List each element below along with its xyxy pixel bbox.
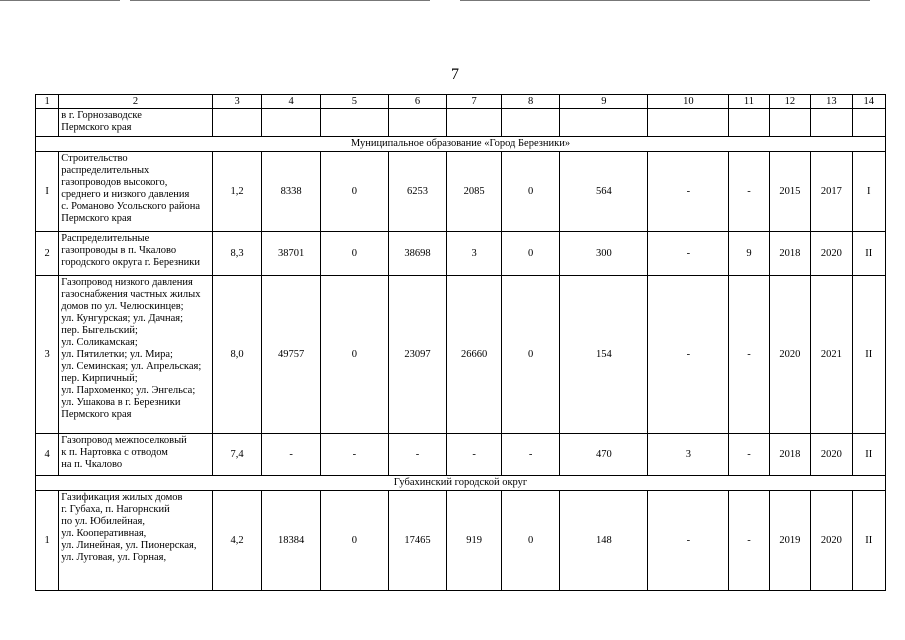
cell-c5: - [320, 434, 388, 476]
section-header-row [36, 476, 886, 491]
table-row [36, 152, 886, 232]
column-header: 14 [852, 95, 885, 109]
cell-c10: 3 [648, 434, 729, 476]
cell-c10: - [648, 491, 729, 591]
cell-c5: 0 [320, 152, 388, 232]
column-header: 3 [212, 95, 262, 109]
cell-c3: 8,0 [212, 276, 262, 434]
cell-c6: 6253 [388, 152, 447, 232]
section-title: Губахинский городской округ [36, 476, 886, 491]
cell-c6: - [388, 434, 447, 476]
cell-c14: II [852, 491, 885, 591]
object-name: Газопровод межпоселковый к п. Нартовка с отводом на п. Чкалово [59, 434, 213, 476]
cell-c6: 38698 [388, 232, 447, 276]
cell-c14: I [852, 152, 885, 232]
object-name: Газопровод низкого давления газоснабжения частных жилых домов по ул. Челюскинцев; ул. Кунгурская; ул. Дачная; пер. Быгельский; ул. Соликамская; ул. Пятилетки; ул. Мира; ул. Семинская; ул. Апрельская; пер. Кирпичный; ул. Пархоменко; ул. Энгельса; ул. Ушакова в г. Березники Пермского края [59, 276, 213, 434]
cell-c11: - [729, 276, 769, 434]
object-name: Строительство распределительных газопроводов высокого, среднего и низкого давления с. Романово Усольского района Пермского края [59, 152, 213, 232]
cell-c13: 2021 [811, 276, 852, 434]
cell-c10: - [648, 276, 729, 434]
cell-c11: - [729, 434, 769, 476]
data-table [35, 94, 886, 591]
cell-c5: 0 [320, 232, 388, 276]
cell-c4: 49757 [262, 276, 321, 434]
cell-c12: 2015 [769, 152, 810, 232]
cell-c10: - [648, 232, 729, 276]
row-number: I [36, 152, 59, 232]
cell-c12: 2018 [769, 434, 810, 476]
object-name: Газификация жилых домов г. Губаха, п. Нагорнский по ул. Юбилейная, ул. Кооперативная, ул. Линейная, ул. Пионерская, ул. Луговая, ул. Горная, [59, 491, 213, 591]
cell-c6: 17465 [388, 491, 447, 591]
cell-c7: 919 [447, 491, 502, 591]
cell-c8: 0 [501, 152, 560, 232]
cell-c14: II [852, 434, 885, 476]
cell-c3: 1,2 [212, 152, 262, 232]
scan-top-edge [0, 0, 905, 2]
column-header: 11 [729, 95, 769, 109]
column-number-row [36, 95, 886, 109]
cell-c13: 2020 [811, 434, 852, 476]
cell-c7: 26660 [447, 276, 502, 434]
cell-c9: 564 [560, 152, 648, 232]
cell-c13: 2017 [811, 152, 852, 232]
cell-c8: 0 [501, 232, 560, 276]
cell-c4: 38701 [262, 232, 321, 276]
cell-c4: 8338 [262, 152, 321, 232]
column-header: 1 [36, 95, 59, 109]
cell-c6: 23097 [388, 276, 447, 434]
cell-c3: 4,2 [212, 491, 262, 591]
column-header: 4 [262, 95, 321, 109]
table-row [36, 491, 886, 591]
page-number: 7 [451, 66, 459, 83]
column-header: 7 [447, 95, 502, 109]
table-row [36, 434, 886, 476]
row-number: 4 [36, 434, 59, 476]
section-header-row [36, 137, 886, 152]
cell-c8: - [501, 434, 560, 476]
cell-c11: - [729, 491, 769, 591]
cell-c12: 2018 [769, 232, 810, 276]
continuation-row [36, 109, 886, 137]
column-header: 10 [648, 95, 729, 109]
cell-c14: II [852, 276, 885, 434]
cell-c4: - [262, 434, 321, 476]
cell-c7: 2085 [447, 152, 502, 232]
cell-c4: 18384 [262, 491, 321, 591]
table-body [36, 95, 886, 591]
cell-c11: 9 [729, 232, 769, 276]
row-number: 1 [36, 491, 59, 591]
column-header: 8 [501, 95, 560, 109]
cell-c13: 2020 [811, 232, 852, 276]
row-number: 3 [36, 276, 59, 434]
column-header: 13 [811, 95, 852, 109]
cell-c8: 0 [501, 276, 560, 434]
column-header: 9 [560, 95, 648, 109]
cell-c8: 0 [501, 491, 560, 591]
row-number: 2 [36, 232, 59, 276]
cell-c7: - [447, 434, 502, 476]
continuation-text: в г. Горнозаводске Пермского края [59, 109, 213, 137]
cell-c13: 2020 [811, 491, 852, 591]
cell-c3: 8,3 [212, 232, 262, 276]
cell-c11: - [729, 152, 769, 232]
column-header: 12 [769, 95, 810, 109]
column-header: 5 [320, 95, 388, 109]
cell-c7: 3 [447, 232, 502, 276]
cell-c10: - [648, 152, 729, 232]
object-name: Распределительные газопроводы в п. Чкалово городского округа г. Березники [59, 232, 213, 276]
cell-c3: 7,4 [212, 434, 262, 476]
cell-c14: II [852, 232, 885, 276]
cell-c9: 300 [560, 232, 648, 276]
cell-c12: 2019 [769, 491, 810, 591]
table-row [36, 276, 886, 434]
column-header: 6 [388, 95, 447, 109]
cell-c9: 470 [560, 434, 648, 476]
cell-c5: 0 [320, 276, 388, 434]
cell-c5: 0 [320, 491, 388, 591]
cell-c9: 154 [560, 276, 648, 434]
column-header: 2 [59, 95, 213, 109]
cell-c12: 2020 [769, 276, 810, 434]
section-title: Муниципальное образование «Город Березники» [36, 137, 886, 152]
table-row [36, 232, 886, 276]
cell-c9: 148 [560, 491, 648, 591]
